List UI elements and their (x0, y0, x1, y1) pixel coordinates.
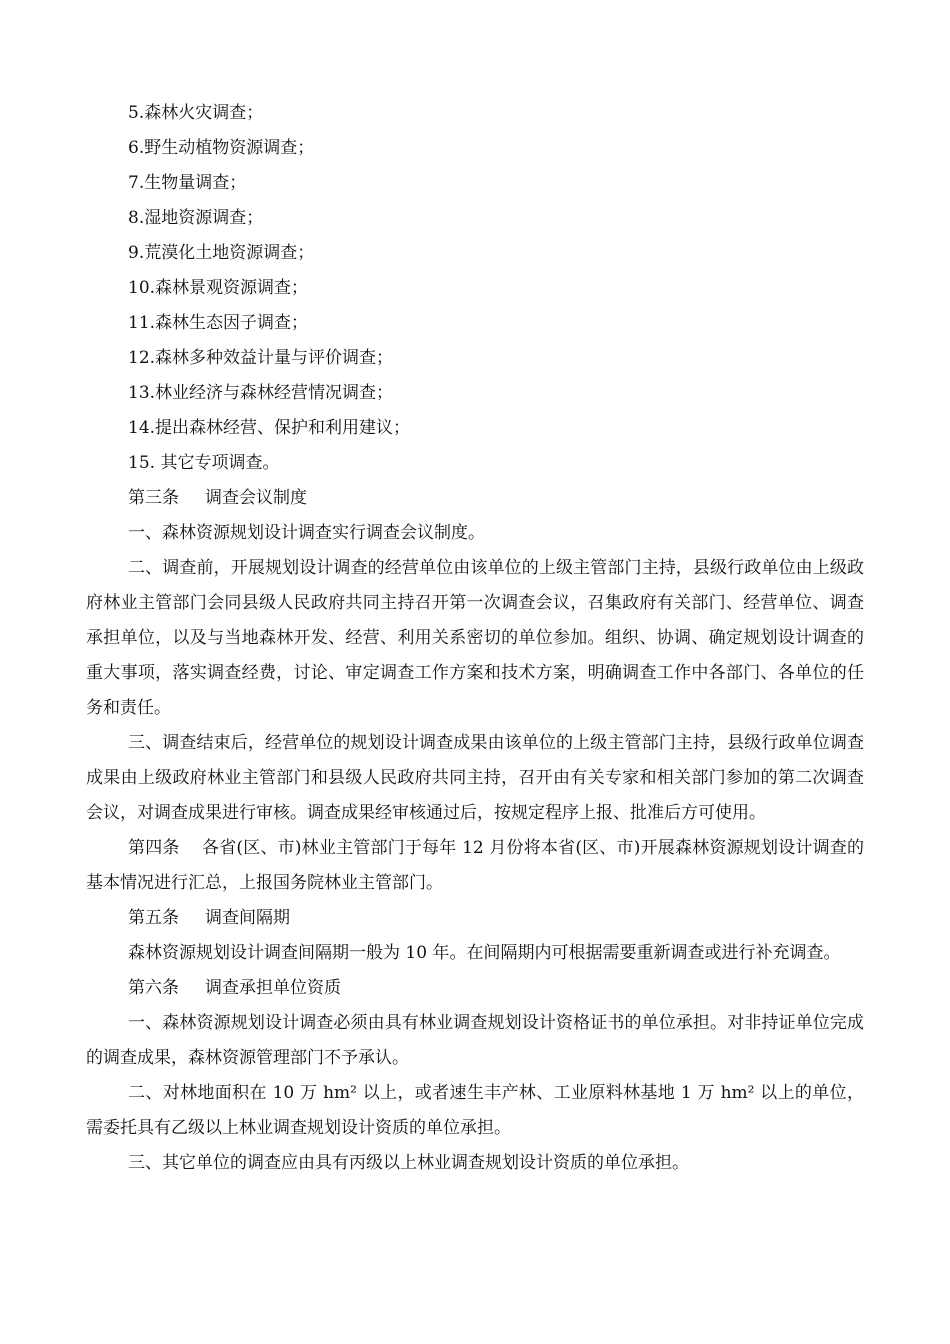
list-item-12: 12.森林多种效益计量与评价调查； (128, 348, 394, 368)
article-6-paragraph-3: 三、其它单位的调查应由具有丙级以上林业调查规划设计资质的单位承担。 (128, 1153, 689, 1173)
article-6-number: 第六条 (128, 978, 179, 998)
list-item-10: 10.森林景观资源调查； (128, 278, 309, 298)
list-item-14: 14.提出森林经营、保护和利用建议； (128, 418, 411, 438)
document-body (86, 96, 864, 1181)
article-3-number: 第三条 (128, 488, 179, 508)
list-item-8: 8.湿地资源调查； (128, 208, 264, 228)
article-6-paragraph-1: 一、森林资源规划设计调查必须由具有林业调查规划设计资格证书的单位承担。对非持证单位完成的调查成果，森林资源管理部门不予承认。 (86, 1013, 864, 1068)
article-3-paragraph-2: 二、调查前，开展规划设计调查的经营单位由该单位的上级主管部门主持，县级行政单位由上级政府林业主管部门会同县级人民政府共同主持召开第一次调查会议，召集政府有关部门、经营单位、调查承担单位，以及与当地森林开发、经营、利用关系密切的单位参加。组织、协调、确定规划设计调查的重大事项，落实调查经费，讨论、审定调查工作方案和技术方案，明确调查工作中各部门、各单位的任务和责任。 (86, 558, 864, 718)
list-item-11: 11.森林生态因子调查； (128, 313, 309, 333)
list-item-15: 15. 其它专项调查。 (128, 453, 280, 473)
article-5-title: 调查间隔期 (205, 908, 290, 928)
list-item-5: 5.森林火灾调查； (128, 103, 264, 123)
article-5-number: 第五条 (128, 908, 179, 928)
list-item-7: 7.生物量调查； (128, 173, 247, 193)
article-3-paragraph-3: 三、调查结束后，经营单位的规划设计调查成果由该单位的上级主管部门主持，县级行政单位调查成果由上级政府林业主管部门和县级人民政府共同主持，召开由有关专家和相关部门参加的第二次调查会议，对调查成果进行审核。调查成果经审核通过后，按规定程序上报、批准后方可使用。 (86, 733, 864, 823)
list-item-6: 6.野生动植物资源调查； (128, 138, 315, 158)
article-4-paragraph: 第四条 各省(区、市)林业主管部门于每年 12 月份将本省(区、市)开展森林资源规划设计调查的基本情况进行汇总，上报国务院林业主管部门。 (86, 838, 864, 893)
article-3-paragraph-1: 一、森林资源规划设计调查实行调查会议制度。 (128, 523, 485, 543)
article-3-heading (86, 481, 864, 516)
article-5-paragraph-1: 森林资源规划设计调查间隔期一般为 10 年。在间隔期内可根据需要重新调查或进行补充调查。 (128, 943, 841, 963)
article-6-paragraph-2: 二、对林地面积在 10 万 hm² 以上，或者速生丰产林、工业原料林基地 1 万 hm² 以上的单位，需委托具有乙级以上林业调查规划设计资质的单位承担。 (86, 1083, 864, 1138)
article-6-title: 调查承担单位资质 (205, 978, 341, 998)
list-item-9: 9.荒漠化土地资源调查； (128, 243, 315, 263)
article-5-heading (86, 901, 864, 936)
list-item-13: 13.林业经济与森林经营情况调查； (128, 383, 394, 403)
article-6-heading (86, 971, 864, 1006)
article-3-title: 调查会议制度 (205, 488, 307, 508)
